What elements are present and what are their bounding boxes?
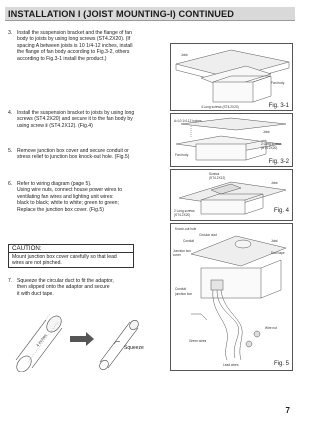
step-line: then slipped onto the adaptor and secure — [17, 284, 110, 291]
step-6 — [8, 181, 122, 213]
conduit-label: Conduit — [175, 287, 186, 291]
step-line: black to black; white to white; green to green; — [17, 200, 119, 207]
figure-5 — [170, 223, 293, 371]
joist-label: Joist — [271, 239, 278, 243]
step-line: Remove junction box cover and secure conduit or — [17, 148, 129, 154]
figure-caption: Fig. 4 — [273, 208, 289, 214]
step-line: Refer to wiring diagram (page 5). — [17, 181, 92, 187]
figure-caption: Fig. 3-1 — [268, 103, 289, 109]
step-number: 7. — [8, 278, 13, 284]
fan-body-label: Fan body — [175, 153, 189, 157]
caution-title: CAUTION: — [9, 245, 133, 253]
green-wires-label: Green wires — [189, 339, 207, 343]
screws-size-label: (ST4.2X20) — [261, 146, 278, 150]
page-number: 7 — [285, 406, 290, 415]
circular-duct-label: Circular duct — [199, 233, 217, 237]
fan-body-drawing — [213, 82, 253, 102]
step-line: body to joists by using long screws (ST4.2X20). (If — [17, 36, 131, 43]
step-4 — [8, 110, 134, 129]
figure-3-1 — [170, 43, 293, 111]
figure-caption: Fig. 5 — [273, 361, 289, 367]
joist-label: Joist — [271, 181, 278, 185]
step-number: 5. — [8, 148, 13, 154]
spacing-label: A=10 1/4-12 inches — [174, 119, 202, 123]
step-line: using screw Ⅱ (ST4.2X12). (Fig.4) — [17, 122, 93, 129]
squeeze-label: Squeeze — [124, 345, 144, 351]
screw-label: ScrewⅡ — [209, 172, 220, 176]
section-title: INSTALLATION I (JOIST MOUNTING-I) CONTINUED — [5, 7, 295, 21]
step-7 — [8, 278, 114, 297]
step-line: spacing A between joists is 10 1/4-12 inches, install — [17, 42, 133, 49]
junction-box-cover-label-2: cover — [173, 253, 181, 257]
lead-wires-label: Lead wires — [223, 363, 239, 367]
duct-tape-label: Duct tape — [271, 251, 285, 255]
step-line: Squeeze the circular duct to fit the adaptor, — [17, 278, 114, 284]
wire-nut-label: Wire nut — [265, 326, 277, 330]
knockout-label: Knock-out hole — [175, 227, 197, 231]
screws-label: 4 Long screws (ST4.2X20) — [201, 105, 239, 109]
caution-box — [8, 244, 134, 268]
duct-squeeze-illustration — [8, 302, 148, 372]
step-number: 3. — [8, 30, 13, 36]
step-line: Replace the junction box cover. (Fig.5) — [17, 206, 104, 213]
screws-label: 2 Long screws — [261, 142, 282, 146]
screw-size-label: (ST4.2X12) — [209, 176, 226, 180]
figure-4 — [170, 169, 293, 221]
caution-line: wires are not pinched. — [12, 260, 62, 267]
joist-label: Joist — [181, 53, 188, 57]
figure-caption: Fig. 3-2 — [268, 159, 289, 165]
long-screws-label: 2 Long screws — [174, 209, 195, 213]
step-line: it with duct tape. — [17, 290, 54, 297]
step-line: screws (ST4.2X20) and secure it to the fan body by — [17, 116, 133, 123]
step-line: Install the suspension bracket and the flange of fan — [17, 30, 132, 36]
junction-box-cover-label: Junction box — [173, 249, 191, 253]
right-arrow-icon — [70, 332, 94, 346]
step-line: ventilating fan wires and lighting unit wires: — [17, 193, 114, 200]
step-number: 4. — [8, 110, 13, 116]
step-line: Install the suspension bracket to joists by using long — [17, 110, 135, 116]
joist-label: Joist — [263, 130, 270, 134]
step-line: Using wire nuts, connect house power wires to — [17, 187, 123, 194]
step-line: the flange of fan body according to Fig.3-2, others — [17, 49, 130, 56]
figure-3-2 — [170, 113, 293, 167]
step-5 — [8, 148, 129, 161]
step-line: stress relief to junction box knock-out hole. (Fig.5) — [17, 154, 130, 161]
conduit-top-label: Conduit — [183, 239, 194, 243]
long-size-label: (ST4.2X20) — [174, 213, 191, 217]
caution-line: Mount junction box cover carefully so that lead — [12, 254, 117, 260]
step-3 — [8, 30, 133, 62]
fan-body-label: Fan body — [271, 81, 285, 85]
junction-box-label: junction box — [175, 292, 193, 296]
step-number: 6. — [8, 181, 13, 187]
duct-size-label: 4 inches — [34, 332, 48, 348]
step-line: according to Fig.3-1 install the product.) — [17, 55, 107, 62]
